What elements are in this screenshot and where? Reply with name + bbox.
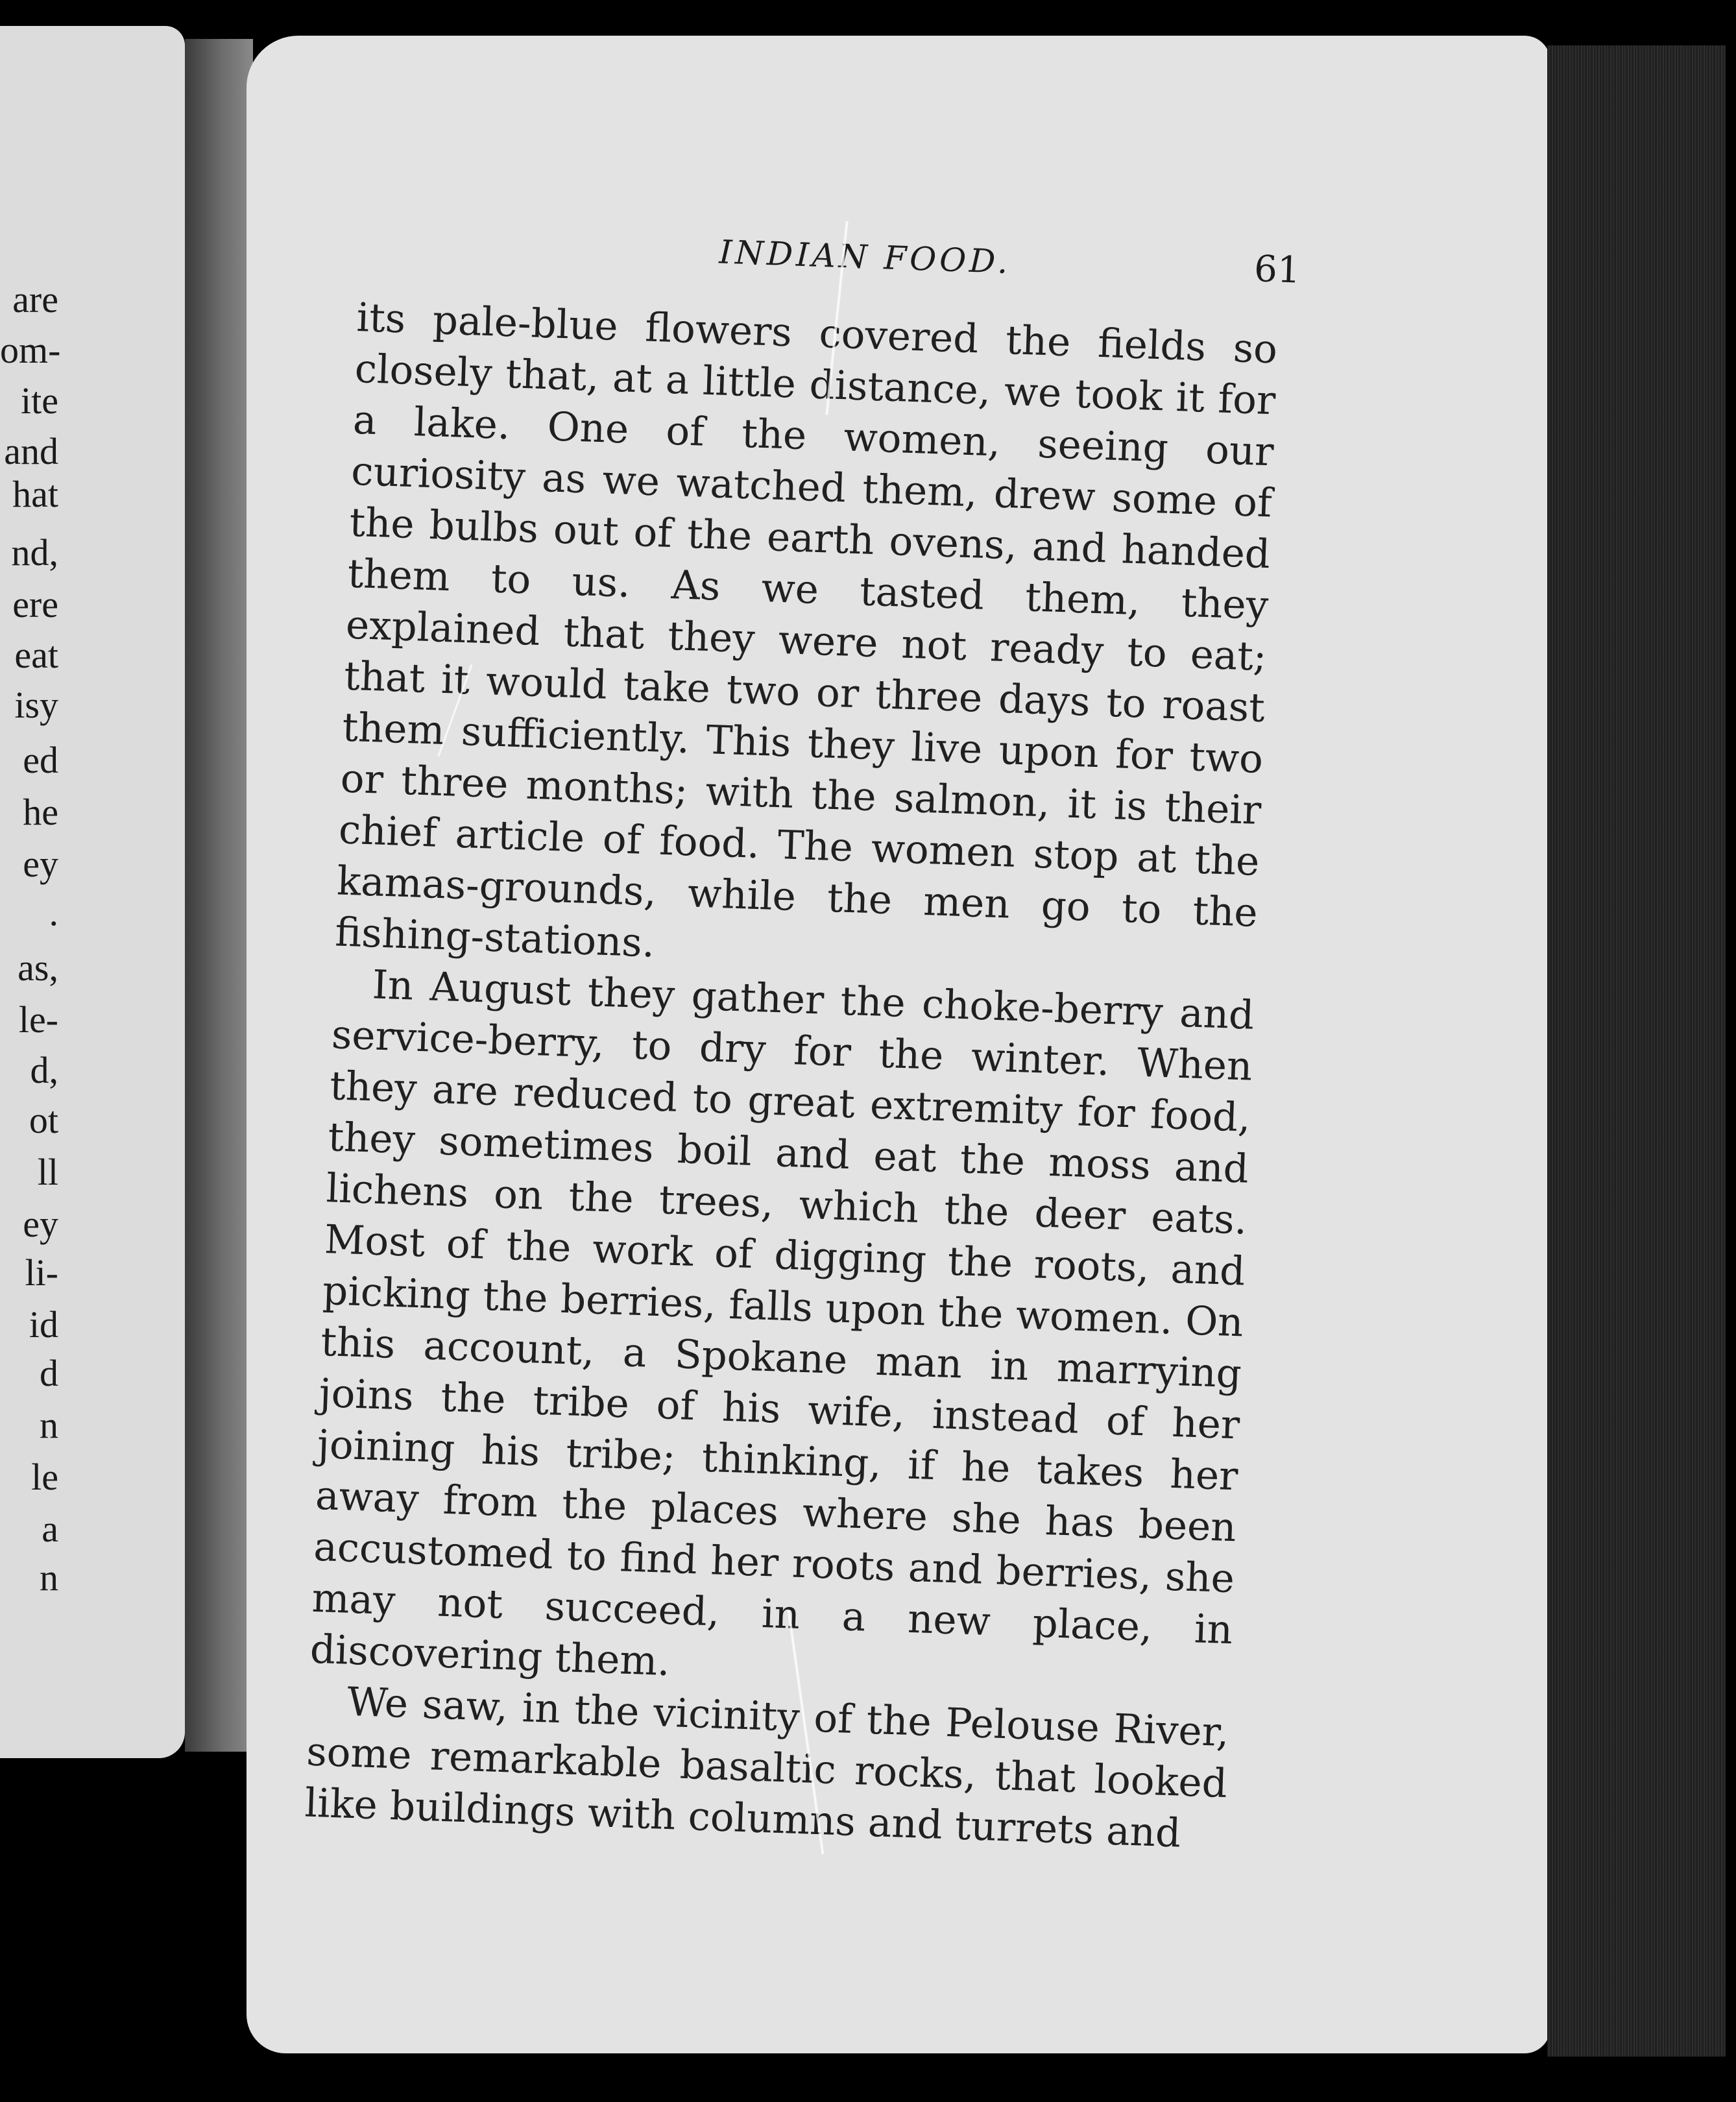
- left-page-fragment: d,: [30, 1049, 58, 1091]
- left-page-fragment: n: [40, 1556, 58, 1599]
- left-page-fragment: le-: [18, 998, 58, 1041]
- left-page-fragment: nd,: [11, 531, 58, 574]
- left-page-fragment: ey: [23, 843, 58, 885]
- left-page-fragment: hat: [12, 473, 58, 515]
- left-page-fragment: n: [40, 1404, 58, 1446]
- left-page-fragment: le: [31, 1456, 58, 1498]
- left-page-fragment: d: [40, 1352, 58, 1394]
- left-page-fragment: eat: [14, 634, 58, 676]
- left-page-fragment: li-: [25, 1251, 58, 1294]
- left-page-fragment: he: [23, 791, 58, 833]
- left-page-fragment: are: [12, 278, 58, 320]
- left-page-fragment: as,: [18, 947, 58, 989]
- left-page-fragment: ot: [29, 1099, 58, 1141]
- paragraph: its pale-blue flowers covered the fields so closely that, at a little distance, we took it for a lake. One of the women, seeing our curiosity as we watched them, drew some of the bulbs out of the earth ovens, and handed them to us. As we tasted them, they explained that they were not ready to eat; that it would take two or three days to roast them sufficiently. This they live upon for two or three months; with the salmon, it is their chief article of food. The women stop at the kamas-grounds, while the men go to the fishing-stations.: [334, 294, 1279, 967]
- paragraph: We saw, in the vicinity of the Pelouse River, some remarkable basaltic rocks, that looked like buildings with columns and turrets and: [304, 1678, 1230, 1857]
- left-page-fragment: id: [29, 1303, 58, 1346]
- left-page-fragment: ed: [23, 739, 58, 781]
- left-page-fragment: a: [42, 1508, 58, 1550]
- page-edges: [1547, 45, 1726, 2057]
- running-head: INDIAN FOOD.: [718, 233, 1012, 282]
- page-number: 61: [1253, 248, 1301, 292]
- left-page-fragment: and: [4, 430, 58, 472]
- left-page-fragment: ll: [37, 1151, 58, 1193]
- left-page-fragment: isy: [14, 684, 58, 726]
- book-gutter-shadow: [185, 39, 253, 1752]
- left-page-fragment: .: [49, 891, 58, 934]
- left-page-fragment: ey: [23, 1203, 58, 1245]
- left-page-fragment: ite: [21, 380, 58, 422]
- paragraph: In August they gather the choke-berry and service-berry, to dry for the winter. When they are reduced to great extremity for food, they sometimes boil and eat the moss and lichens on the trees, which the deer eats. Most of the work of digging the roots, and picking the berries, falls upon the women. On this account, a Spokane man in marrying joins the tribe of his wife, instead of her joining his tribe; thinking, if he takes her away from the places where she has been accustomed to find her roots and berries, she may not succeed, in a new place, in discovering them.: [309, 961, 1255, 1685]
- left-page-fragment: ere: [12, 583, 58, 625]
- left-page-fragment: om-: [0, 329, 61, 371]
